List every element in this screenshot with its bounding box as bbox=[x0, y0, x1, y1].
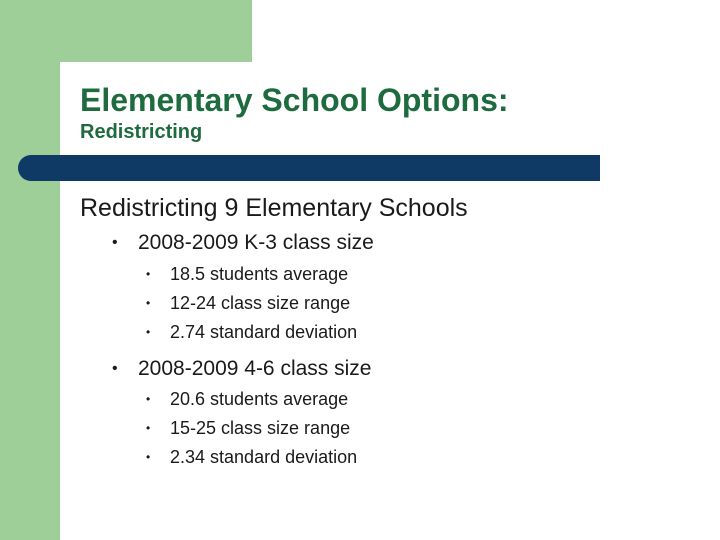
bullet-dot-icon: • bbox=[112, 234, 118, 251]
bullet-dot-icon: • bbox=[146, 296, 151, 310]
sub-bullet-text: 12-24 class size range bbox=[170, 293, 351, 313]
sub-bullet-text: 2.34 standard deviation bbox=[170, 447, 358, 467]
k3-sub-list bbox=[80, 260, 680, 347]
sub-bullet-text: 18.5 students average bbox=[170, 264, 349, 284]
bullet-dot-icon: • bbox=[146, 392, 151, 406]
bullet-dot-icon: • bbox=[146, 267, 151, 281]
sub-bullet-item bbox=[80, 260, 680, 289]
grades-4-6-sub-list bbox=[80, 385, 680, 472]
sub-bullet-text: 20.6 students average bbox=[170, 389, 349, 409]
sub-bullet-item bbox=[80, 385, 680, 414]
bullet-4-6-class-size bbox=[80, 356, 680, 382]
bullet-dot-icon: • bbox=[146, 450, 151, 464]
sub-bullet-item bbox=[80, 414, 680, 443]
sub-bullet-item bbox=[80, 289, 680, 318]
sub-bullet-text: 2.74 standard deviation bbox=[170, 322, 358, 342]
sub-bullet-item bbox=[80, 443, 680, 472]
bullet-k3-class-size bbox=[80, 230, 680, 256]
bullet-dot-icon: • bbox=[146, 325, 151, 339]
slide-body bbox=[80, 192, 680, 472]
body-heading: Redistricting 9 Elementary Schools bbox=[80, 194, 468, 222]
slide-title: Elementary School Options: bbox=[80, 82, 509, 118]
bullet-dot-icon: • bbox=[146, 421, 151, 435]
sub-bullet-item bbox=[80, 318, 680, 347]
sub-bullet-text: 15-25 class size range bbox=[170, 418, 351, 438]
bullet-label: 2008-2009 K-3 class size bbox=[138, 231, 374, 254]
slide-subtitle: Redistricting bbox=[80, 121, 203, 143]
left-green-band bbox=[0, 0, 60, 540]
bullet-dot-icon: • bbox=[112, 360, 118, 377]
top-green-block bbox=[0, 0, 252, 62]
title-divider-bar bbox=[18, 155, 600, 181]
bullet-label: 2008-2009 4-6 class size bbox=[138, 357, 372, 380]
